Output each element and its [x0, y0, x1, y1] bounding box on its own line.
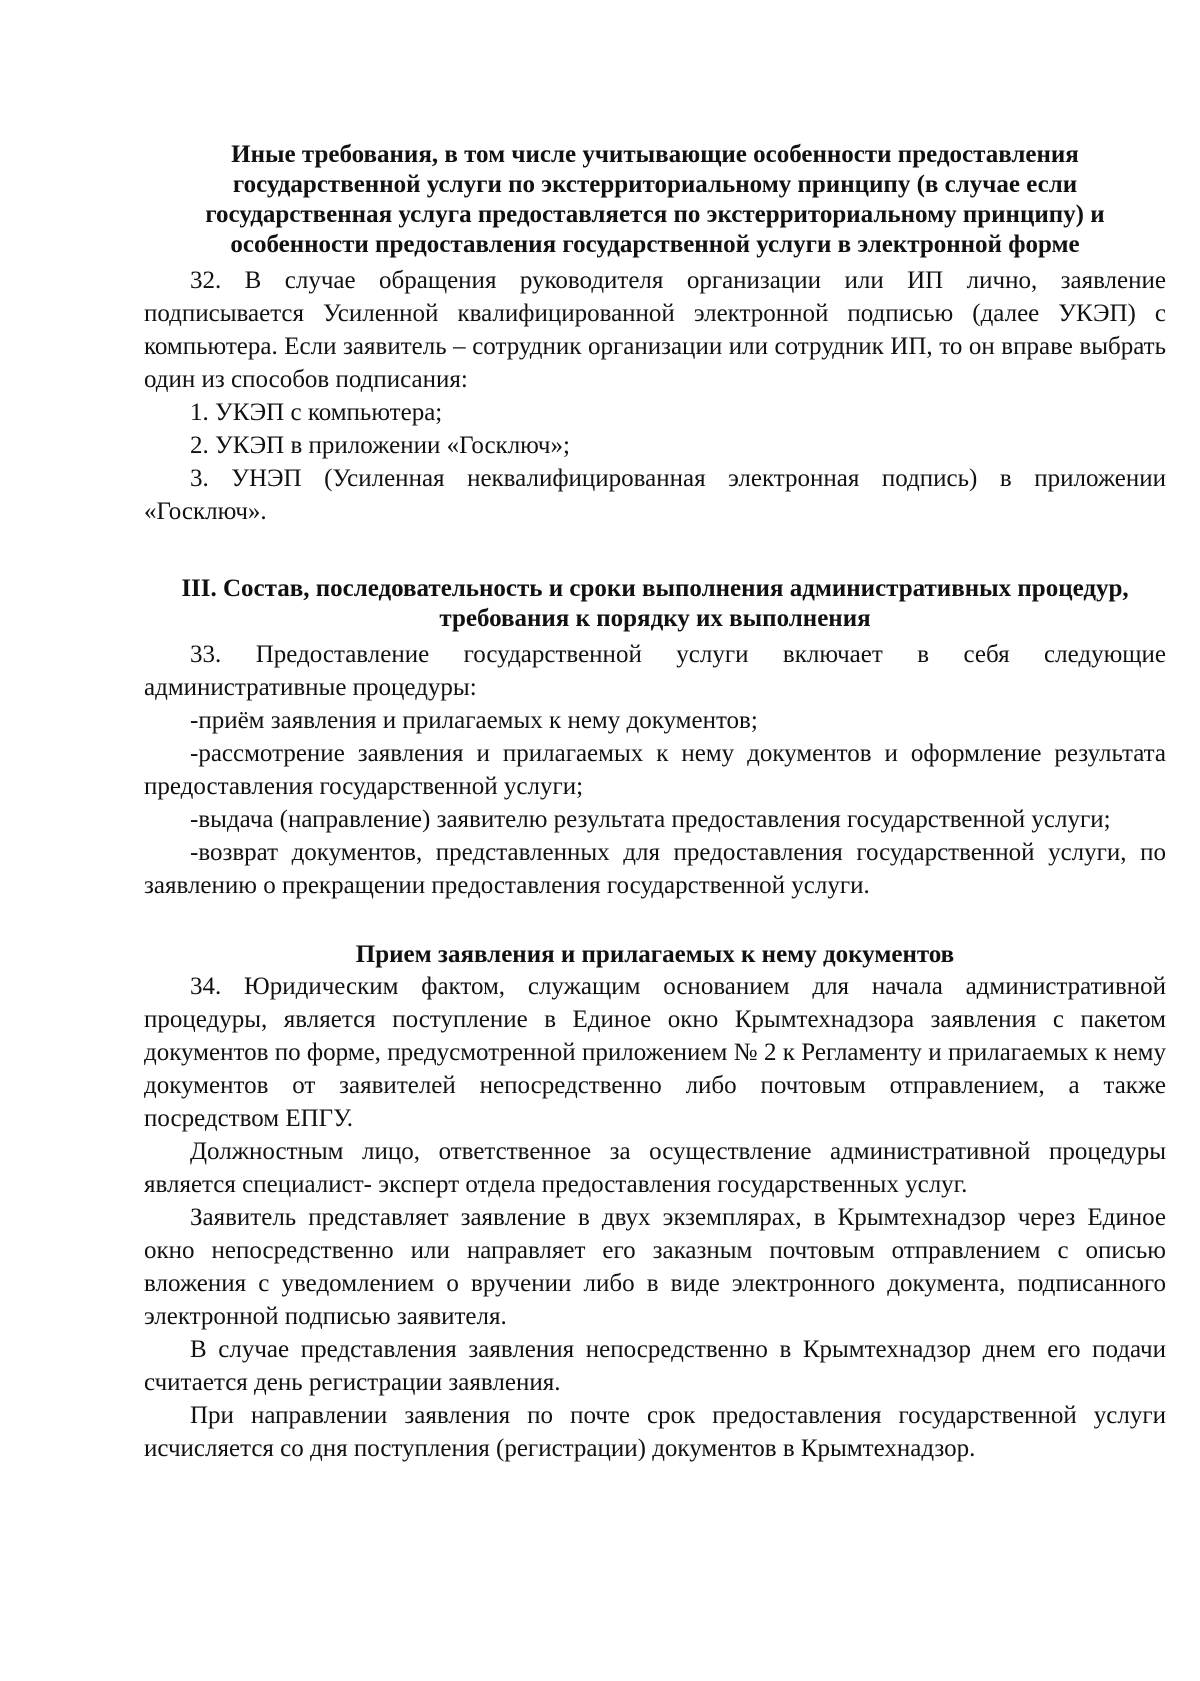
section-gap: [144, 528, 1166, 574]
paragraph-34: 34. Юридическим фактом, служащим основанием для начала административной процедуры, является поступление в Единое окно Крымтехнадзора заявления с пакетом документов по форме, предусмотренной приложением № 2 к Регламенту и прилагаемых к нему документов от заявителей непосредственно либо почтовым отправлением, а также посредством ЕПГУ.: [144, 973, 1166, 1132]
list-item-procedure-4: -возврат документов, представленных для предоставления государственной услуги, по заявлению о прекращении предоставления государственной услуги.: [144, 839, 1166, 899]
paragraph-32: 32. В случае обращения руководителя организации или ИП лично, заявление подписывается Усиленной квалифицированной электронной подписью (далее УКЭП) с компьютера. Если заявитель – сотрудник организации или сотрудник ИП, то он вправе выбрать один из способов подписания:: [144, 267, 1166, 393]
paragraph-responsible-official: Должностным лицо, ответственное за осуществление административной процедуры является специалист- эксперт отдела предоставления государственных услуг.: [144, 1138, 1166, 1198]
list-item-signing-method-2: 2. УКЭП в приложении «Госключ»;: [190, 432, 570, 459]
section-heading-other-requirements: Иные требования, в том числе учитывающие особенности предоставления государственной услуги по экстерриториальному принципу (в случае если государственная услуга предоставляется по экстерриториальному принципу) и особенности предоставления государственной услуги в электронной форме: [205, 141, 1105, 258]
list-item-signing-method-1: 1. УКЭП с компьютера;: [190, 399, 443, 426]
list-item-signing-method-3: 3. УНЭП (Усиленная неквалифицированная электронная подпись) в приложении «Госключ».: [144, 465, 1166, 525]
section-heading-admin-procedures: III. Состав, последовательность и сроки выполнения административных процедур, требования к порядку их выполнения: [181, 575, 1129, 632]
list-item-procedure-1: -приём заявления и прилагаемых к нему документов;: [190, 707, 758, 734]
paragraph-33: 33. Предоставление государственной услуги включает в себя следующие административные процедуры:: [144, 641, 1166, 701]
paragraph-postal-submission: При направлении заявления по почте срок предоставления государственной услуги исчисляется со дня поступления (регистрации) документов в Крымтехнадзор.: [144, 1402, 1166, 1462]
paragraph-submission: Заявитель представляет заявление в двух экземплярах, в Крымтехнадзор через Единое окно непосредственно или направляет его заказным почтовым отправлением с описью вложения с уведомлением о вручении либо в виде электронного документа, подписанного электронной подписью заявителя.: [144, 1204, 1166, 1330]
list-item-procedure-3: -выдача (направление) заявителю результата предоставления государственной услуги;: [190, 806, 1111, 833]
paragraph-direct-submission: В случае представления заявления непосредственно в Крымтехнадзор днем его подачи считается день регистрации заявления.: [144, 1336, 1166, 1396]
section-gap: [144, 902, 1166, 940]
list-item-procedure-2: -рассмотрение заявления и прилагаемых к нему документов и оформление результата предоставления государственной услуги;: [144, 740, 1166, 800]
section-heading-application-intake: Прием заявления и прилагаемых к нему документов: [355, 941, 955, 968]
document-page: [144, 140, 1166, 1465]
